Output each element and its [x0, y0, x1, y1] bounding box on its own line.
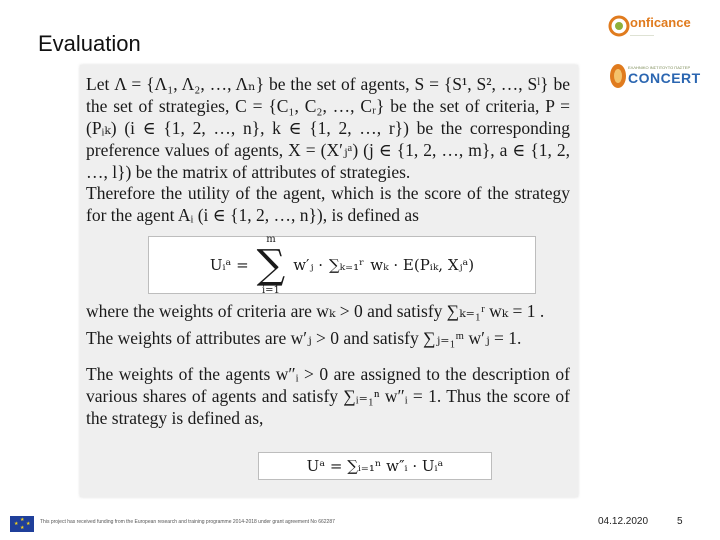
funding-note: This project has received funding from the European research and training programme 2014-2018 under grant agreement No 662287	[40, 519, 335, 525]
utility-intro-paragraph: Therefore the utility of the agent, which is the score of the strategy for the agent Aᵢ (i ∈ {1, 2, …, n}), is defined as	[86, 183, 570, 225]
confidence-emblem-icon	[608, 15, 630, 37]
utility-formula	[148, 236, 536, 294]
sum-lower-limit: i=1	[261, 285, 280, 296]
page-number: 5	[677, 516, 683, 527]
utility-formula-inner-sum: ∑ₖ₌₁ʳ	[328, 256, 365, 274]
confidence-wordmark: onficance	[630, 15, 691, 30]
confidence-tagline-icon: ——————	[630, 32, 654, 37]
utility-formula-weight: w′ⱼ ·	[293, 256, 323, 274]
utility-formula-rhs: wₖ · E(Pᵢₖ, Xⱼᵃ)	[370, 256, 475, 274]
sum-sigma-icon: ∑	[256, 242, 286, 288]
slide-date: 04.12.2020	[598, 516, 649, 527]
partner-logos	[608, 10, 700, 100]
sum-block	[253, 234, 290, 296]
concert-logo	[608, 62, 701, 90]
criteria-weights-paragraph: where the weights of criteria are wₖ > 0 and satisfy ∑ₖ₌₁ʳ wₖ = 1 .	[86, 301, 545, 321]
strategy-score-formula: Uᵃ = ∑ᵢ₌₁ⁿ w″ᵢ · Uᵢᵃ	[258, 452, 492, 480]
concert-subtitle: ΕΛΛΗΝΙΚΟ ΙΝΣΤΙΤΟΥΤΟ ΠΑΣΤΕΡ	[628, 64, 691, 70]
concert-wordmark: CONCERT	[628, 69, 701, 86]
concert-emblem-icon	[608, 62, 628, 90]
utility-formula-lhs: Uᵢᵃ =	[209, 256, 249, 274]
slide-title: Evaluation	[38, 31, 141, 56]
definitions-paragraph: Let Λ = {Λ₁, Λ₂, …, Λₙ} be the set of agents, S = {S¹, S², …, Sˡ} be the set of strategies, C = {C₁, C₂, …, Cᵣ} be the set of criteria, P = (Pᵢₖ) (i ∈ {1, 2, …, n}, k ∈ {1, 2, …, r}) be the corresponding preference values of agents, X = (X′ⱼᵃ) (j ∈ {1, 2, …, m}, a ∈ {1, 2, …, l}) be the matrix of attributes of strategies.	[86, 74, 570, 182]
attribute-weights-paragraph: The weights of attributes are w′ⱼ > 0 and satisfy ∑ⱼ₌₁ᵐ w′ⱼ = 1.	[86, 328, 522, 348]
eu-flag-icon: ★ ★ ★ ★	[10, 516, 34, 532]
confidence-logo	[608, 14, 691, 37]
agent-weights-paragraph: The weights of the agents w″ᵢ > 0 are assigned to the description of various shares of agents and satisfy ∑ᵢ₌₁ⁿ w″ᵢ = 1. Thus the score of the strategy is defined as,	[86, 364, 570, 428]
sum-upper-limit: m	[266, 234, 276, 245]
